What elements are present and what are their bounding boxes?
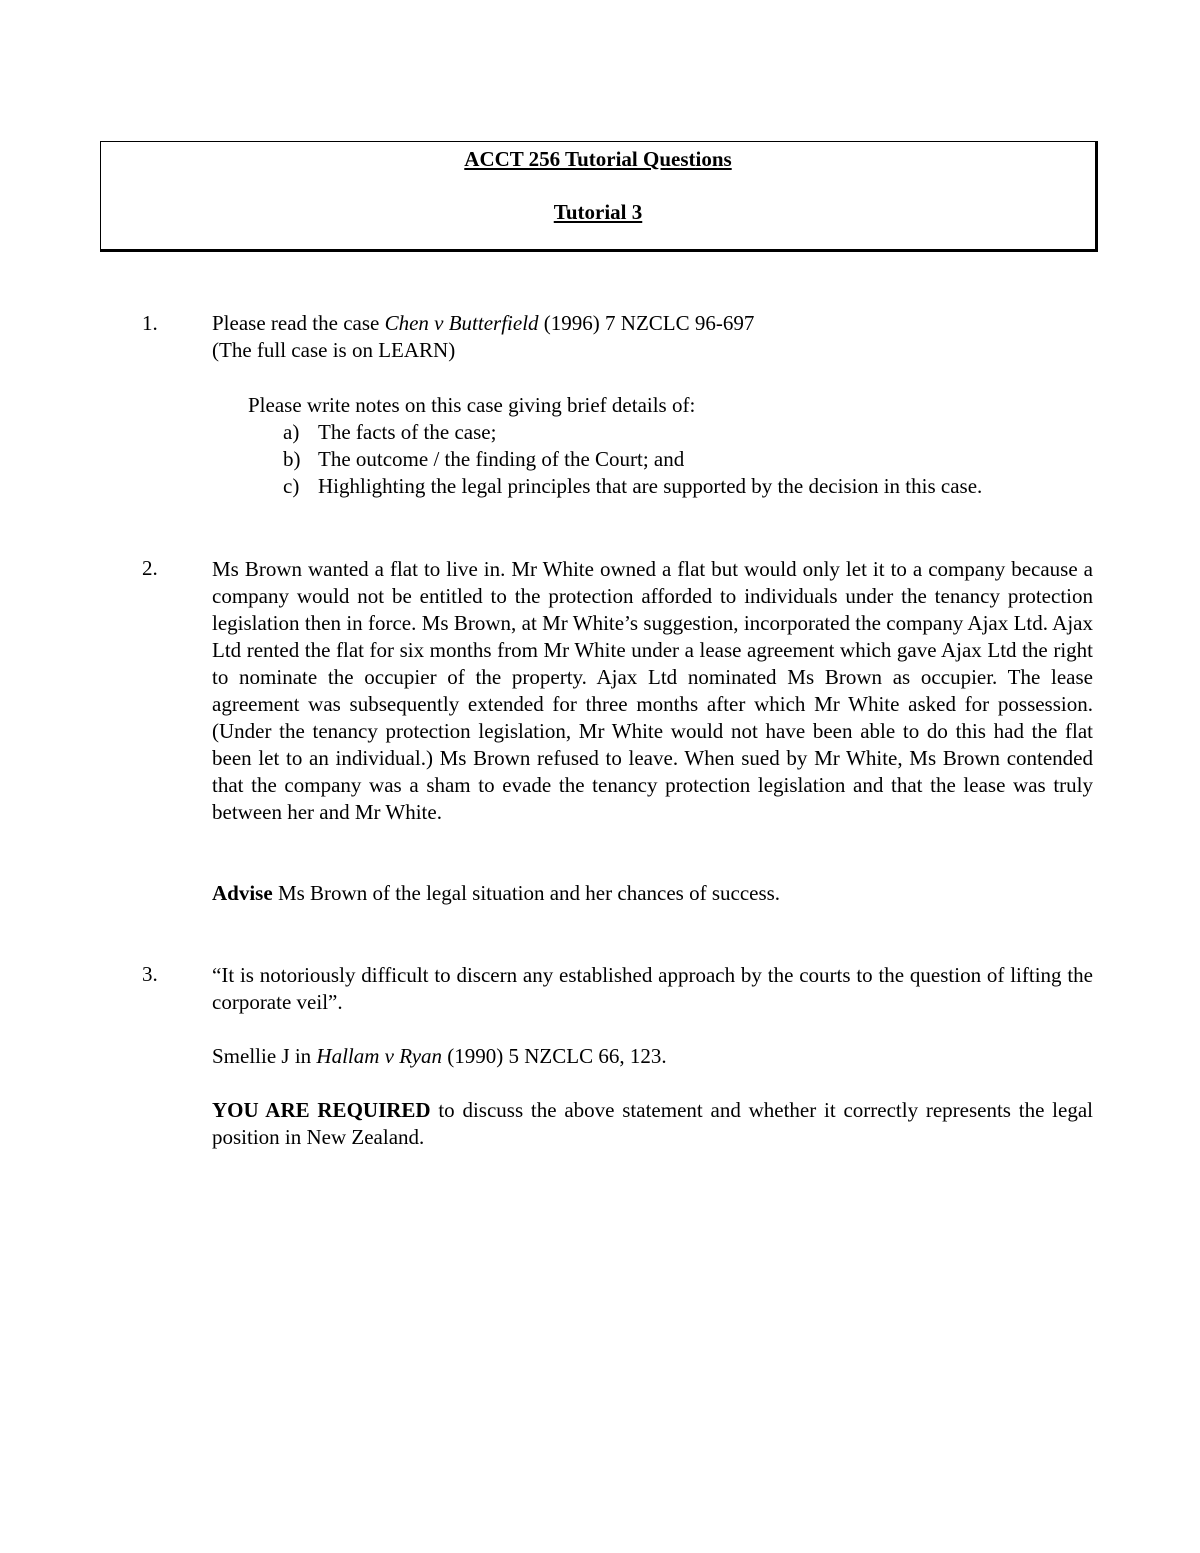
advise-label: Advise <box>212 881 273 905</box>
citation-case: Hallam v Ryan <box>316 1044 443 1068</box>
question-1-number: 1. <box>142 311 158 335</box>
item-b-text: The outcome / the finding of the Court; and <box>318 447 685 471</box>
question-2-number: 2. <box>142 556 158 580</box>
question-3-citation <box>212 1044 667 1069</box>
question-2-scenario: Ms Brown wanted a flat to live in. Mr White owned a flat but would only let it to a company because a company would not be entitled to the protection afforded to individuals under the tenancy protection legislation then in force. Ms Brown, at Mr White’s suggestion, incorporated the company Ajax Ltd. Ajax Ltd rented the flat for six months from Mr White under a lease agreement which gave Ajax Ltd the right to nominate the occupier of the property. Ajax Ltd nominated Ms Brown as occupier. The lease agreement was subsequently extended for three months after which Mr White asked for possession. (Under the tenancy protection legislation, Mr White would not have been able to do this had the flat been let to an individual.) Ms Brown refused to leave. When sued by Mr White, Ms Brown contended that the company was a sham to evade the tenancy protection legislation and that the lease was truly between her and Mr White. <box>212 557 1093 824</box>
question-1-intro: Please write notes on this case giving brief details of: <box>248 393 696 417</box>
item-c-text: Highlighting the legal principles that are supported by the decision in this case. <box>318 474 983 498</box>
title-box <box>100 141 1098 252</box>
question-1-learn-note: (The full case is on LEARN) <box>212 338 456 362</box>
case-line-prefix: Please read the case <box>212 311 385 335</box>
question-3-quote: “It is notoriously difficult to discern any established approach by the courts to the question of lifting the corporate veil”. <box>212 963 1093 1014</box>
citation-suffix: (1990) 5 NZCLC 66, 123. <box>442 1044 667 1068</box>
question-3-number: 3. <box>142 962 158 986</box>
tutorial-number: Tutorial 3 <box>553 200 643 224</box>
advise-text: Ms Brown of the legal situation and her chances of success. <box>272 881 781 905</box>
item-b-marker: b) <box>283 447 301 471</box>
case-line-suffix: (1996) 7 NZCLC 96-697 <box>538 311 755 335</box>
required-label: YOU ARE REQUIRED <box>212 1098 431 1122</box>
required-text: to discuss the above statement and whether it correctly represents the legal position in New Zealand. <box>212 1098 1093 1149</box>
case-name: Chen v Butterfield <box>384 311 539 335</box>
item-a-marker: a) <box>283 420 300 444</box>
question-2-instruction <box>212 881 780 906</box>
document-title: ACCT 256 Tutorial Questions <box>464 147 732 171</box>
question-3-requirement <box>212 1097 1093 1151</box>
question-1-case-line <box>212 311 754 336</box>
item-c-marker: c) <box>283 474 300 498</box>
item-a-text: The facts of the case; <box>318 420 497 444</box>
citation-prefix: Smellie J in <box>212 1044 317 1068</box>
